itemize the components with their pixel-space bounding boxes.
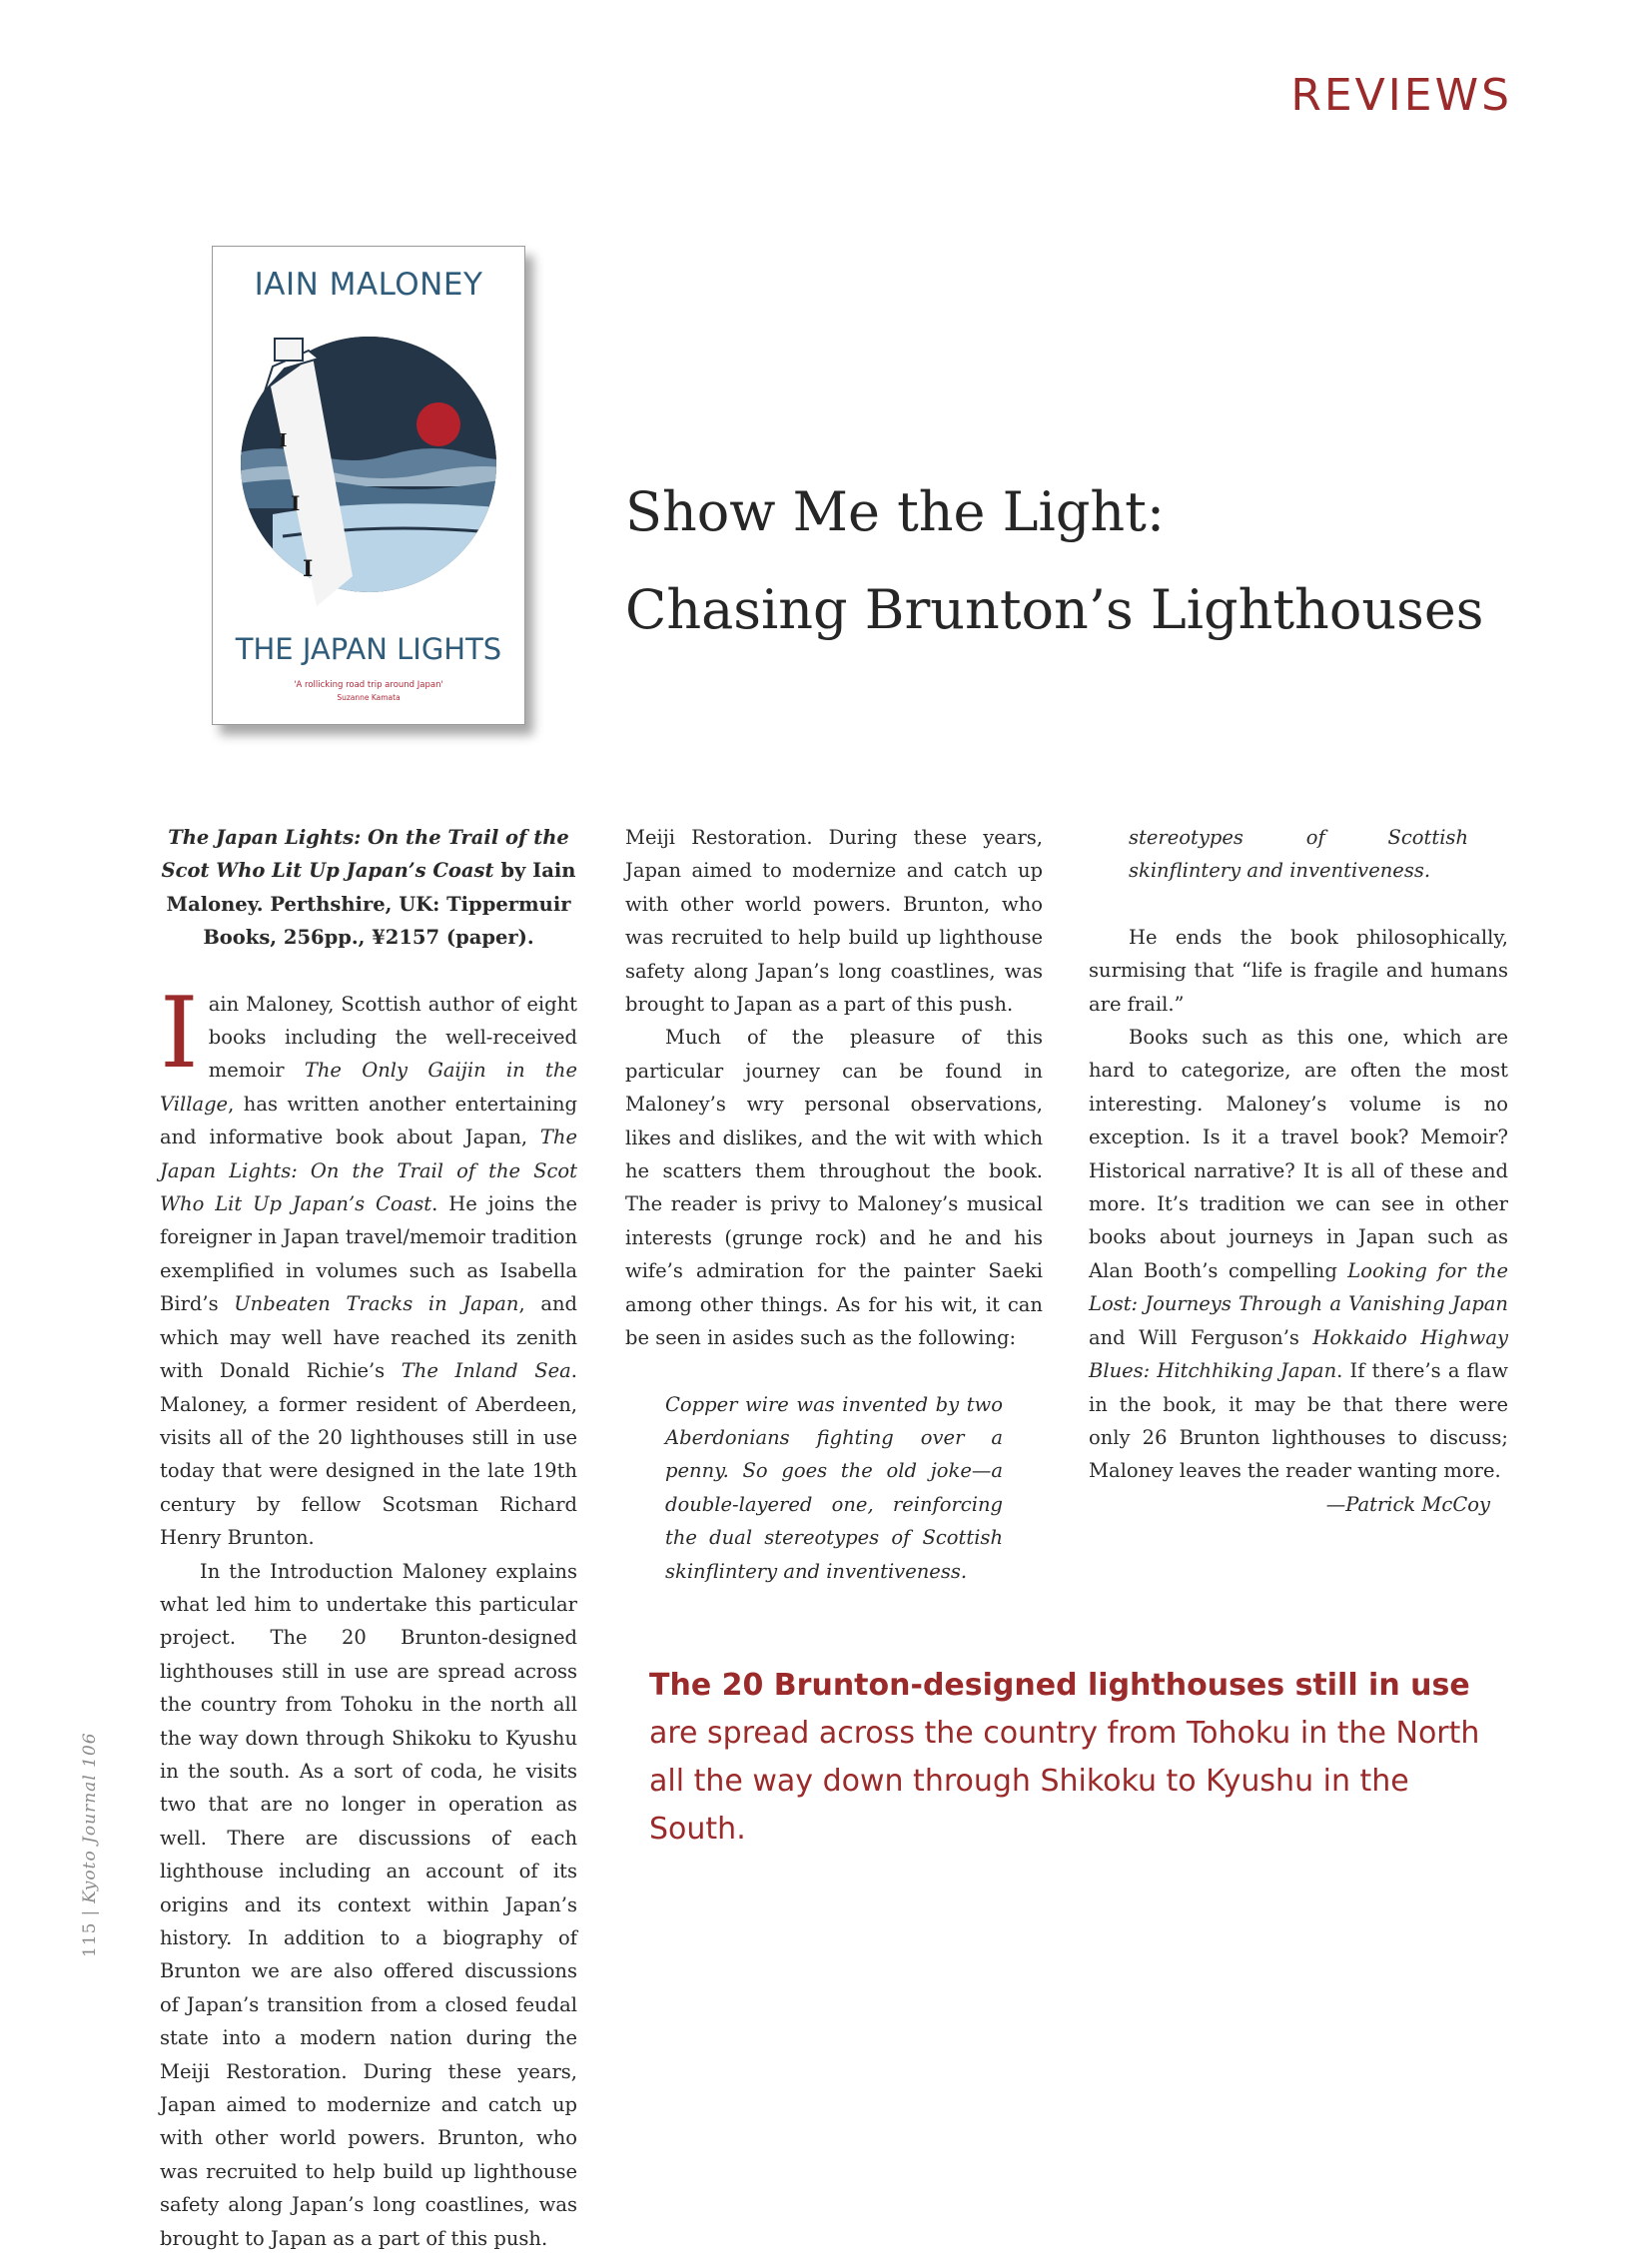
p1-text-b: , has written another entertaining and informative book about Japan,	[160, 1092, 577, 1149]
cover-author: IAIN MALONEY	[254, 267, 483, 303]
p1-text-a: ain Maloney, Scottish author of eight books including the well-received memoir	[208, 992, 577, 1083]
svg-text:I: I	[279, 430, 288, 451]
column-3	[1089, 821, 1508, 1521]
block-quote-continued: stereotypes of Scottish skinflintery and inventiveness.	[1129, 826, 1468, 883]
svg-text:I: I	[303, 556, 314, 582]
pull-quote-bold: The 20 Brunton-designed lighthouses still in use	[649, 1668, 1470, 1703]
paragraph-3: Much of the pleasure of this particular journey can be found in Maloney’s wry personal observations, likes and dislikes, and the wit with which he scatters them throughout the book. The reader is privy to Maloney’s musical interests (grunge rock) and he and his wife’s admiration for the painter Saeki among other things. As for his wit, it can be seen in asides such as the following:	[625, 1026, 1043, 1350]
signature: —Patrick McCoy	[1325, 1492, 1490, 1516]
paragraph-2-continued: Meiji Restoration. During these years, Japan aimed to modernize and catch up with other world powers. Brunton, who was recruited to help build up lighthouse safety along Japan’s long coastlines, was brought to Japan as a part of this push.	[625, 826, 1043, 1017]
p1-text-e: . Maloney, a former resident of Aberdeen, visits all of the 20 lighthouses still in use today that were designed in the late 19th century by fellow Scotsman Richard Henry Brunton.	[160, 1359, 577, 1550]
page-folio	[80, 1732, 100, 1957]
column-2	[625, 821, 1043, 1583]
p5-title-2: Hokkaido Highway Blues: Hitchhiking Japan	[1089, 1325, 1508, 1383]
book-info	[160, 821, 577, 955]
dropcap: I	[160, 976, 199, 1091]
pull-quote	[649, 1662, 1508, 1854]
paragraph-1	[160, 976, 577, 1555]
cover-title: THE JAPAN LIGHTS	[235, 632, 502, 666]
column-1	[160, 821, 577, 2250]
block-quote: Copper wire was invented by two Aberdonians fighting over a penny. So goes the old joke—a double-layered one, reinforcing the dual stereotypes of Scottish skinflintery and inventiveness.	[665, 1392, 1003, 1583]
page-number: 115	[80, 1921, 100, 1957]
paragraph-2: In the Introduction Maloney explains what led him to undertake this particular project. The 20 Brunton-designed lighthouses still in use are spread across the country from Tohoku in the north all the way down through Shikoku to Kyushu in the south. As a sort of coda, he visits two that are no longer in operation as well. There are discussions of each lighthouse including an account of its origins and its context within Japan’s history. In addition to a biography of Brunton we are also offered discussions of Japan’s transition from a closed feudal state into a modern nation during the Meiji Restoration. During these years, Japan aimed to modernize and catch up with other world powers. Brunton, who was recruited to help build up lighthouse safety along Japan’s long coastlines, was brought to Japan as a part of this push.	[160, 1559, 577, 2250]
svg-text:I: I	[291, 491, 301, 515]
p1-text-c: . He joins the foreigner in Japan travel/memoir tradition exemplified in volumes such as Isabella Bird’s	[160, 1192, 577, 1316]
headline-line-1: Show Me the Light:	[625, 480, 1166, 543]
paragraph-4: He ends the book philosophically, surmising that “life is fragile and humans are frail.”	[1089, 925, 1508, 1016]
p1-title-1: The Only Gaijin in the Village	[160, 1059, 577, 1116]
folio-separator: |	[80, 1908, 100, 1916]
p5-title-1: Looking for the Lost: Journeys Through a Vanishing Japan	[1089, 1258, 1508, 1316]
p5-text-c: . If there’s a flaw in the book, it may be that there were only 26 Brunton lighthouses to discuss; Maloney leaves the reader wanting more.	[1089, 1359, 1508, 1483]
cover-quote-author: Suzanne Kamata	[337, 693, 401, 702]
book-cover	[212, 246, 525, 725]
p1-title-2: The Japan Lights: On the Trail of the Scot Who Lit Up Japan’s Coast	[160, 1126, 577, 1216]
book-info-details: by Iain Maloney. Perthshire, UK: Tippermuir Books, 256pp., ¥2157 (paper).	[166, 859, 576, 950]
section-label: REVIEWS	[1290, 70, 1512, 121]
p1-title-3: Unbeaten Tracks in Japan	[234, 1292, 519, 1316]
p1-title-4: The Inland Sea	[401, 1359, 571, 1383]
book-info-title: The Japan Lights: On the Trail of the Scot Who Lit Up Japan’s Coast	[161, 826, 569, 883]
p5-text-b: and Will Ferguson’s	[1089, 1325, 1313, 1349]
p5-text-a: Books such as this one, which are hard to categorize, are often the most interesting. Maloney’s volume is no exception. Is it a travel book? Memoir? Historical narrative? It is all of these and more. It’s tradition we can see in other books about journeys in Japan such as Alan Booth’s compelling	[1089, 1026, 1508, 1282]
cover-quote: 'A rollicking road trip around Japan'	[294, 680, 443, 690]
headline-line-2: Chasing Brunton’s Lighthouses	[625, 578, 1484, 641]
journal-name: Kyoto Journal 106	[80, 1732, 100, 1903]
paragraph-5	[1089, 1021, 1508, 1488]
headline	[625, 463, 1484, 659]
p1-text-d: , and which may well have reached its zenith with Donald Richie’s	[160, 1292, 577, 1383]
pull-quote-rest: are spread across the country from Tohoku in the North all the way down through Shikoku to Kyushu in the South.	[649, 1716, 1480, 1847]
